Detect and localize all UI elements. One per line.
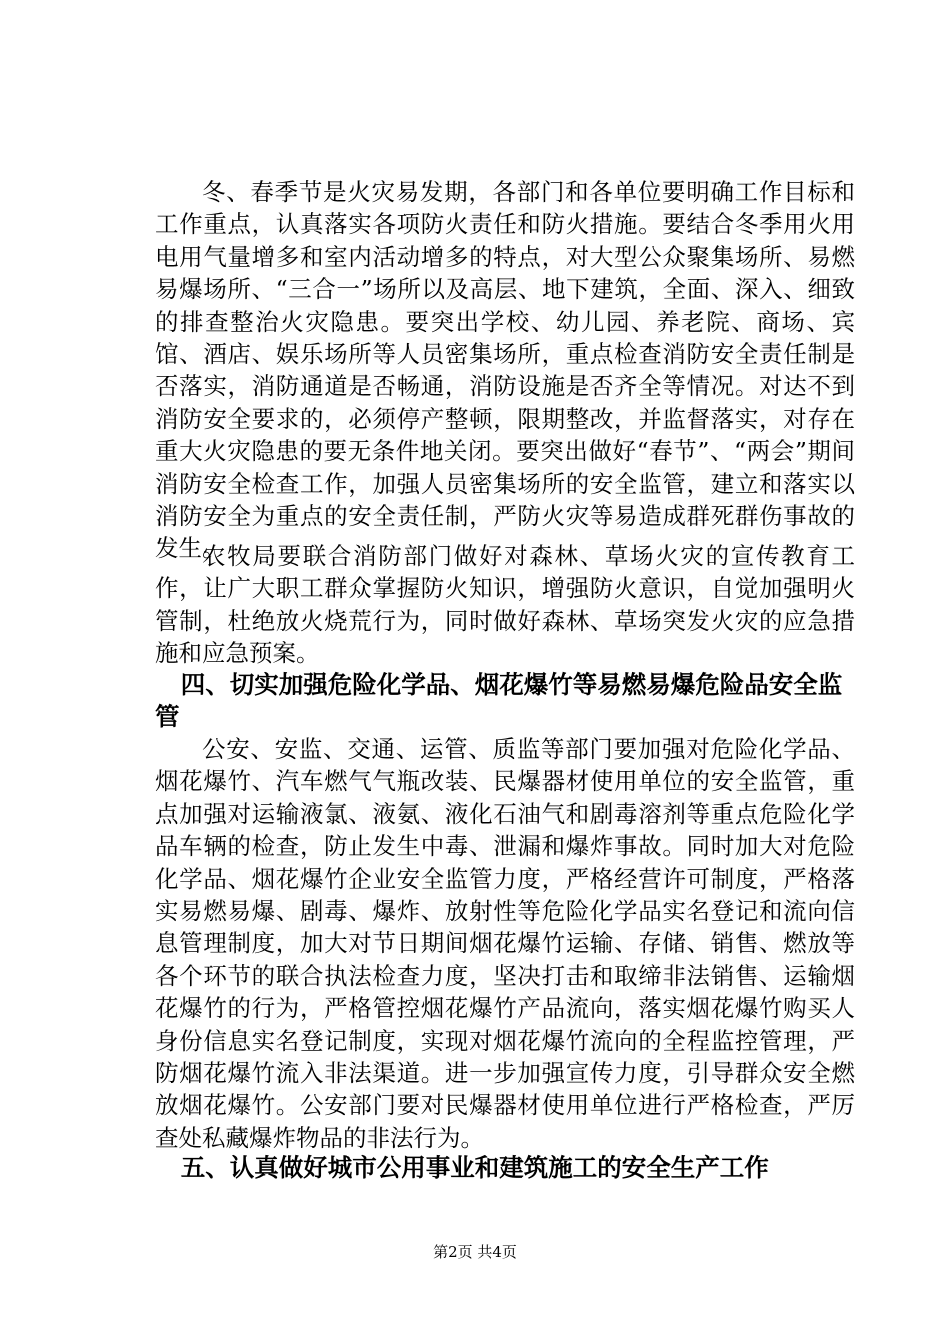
- body-paragraph-hazardous-chemicals: [155, 733, 855, 1154]
- section-heading-5: 五、认真做好城市公用事业和建筑施工的安全生产工作: [180, 1153, 769, 1182]
- paragraph-text: 农牧局要联合消防部门做好对森林、草场火灾的宣传教育工作，让广大职工群众掌握防火知识，增强防火意识，自觉加强明火管制，杜绝放火烧荒行为，同时做好森林、草场突发火灾的应急措施和应急预案。: [155, 542, 855, 668]
- section-heading-4: 四、切实加强危险化学品、烟花爆竹等易燃易爆危险品安全监管: [155, 670, 843, 731]
- body-paragraph-fire-safety: [155, 176, 855, 565]
- paragraph-text: 公安、安监、交通、运管、质监等部门要加强对危险化学品、烟花爆竹、汽车燃气气瓶改装、民爆器材使用单位的安全监管，重点加强对运输液氯、液氨、液化石油气和剧毒溶剂等重点危险化学品车辆的检查，防止发生中毒、泄漏和爆炸事故。同时加大对危险化学品、烟花爆竹企业安全监管力度，严格经营许可制度，严格落实易燃易爆、剧毒、爆炸、放射性等危险化学品实名登记和流向信息管理制度，加大对节日期间烟花爆竹运输、存储、销售、燃放等各个环节的联合执法检查力度，坚决打击和取缔非法销售、运输烟花爆竹的行为，严格管控烟花爆竹产品流向，落实烟花爆竹购买人身份信息实名登记制度，实现对烟花爆竹流向的全程监控管理，严防烟花爆竹流入非法渠道。进一步加强宣传力度，引导群众安全燃放烟花爆竹。公安部门要对民爆器材使用单位进行严格检查，严厉查处私藏爆炸物品的非法行为。: [155, 735, 855, 1152]
- body-paragraph-forest-fire: [155, 540, 855, 670]
- paragraph-text: 冬、春季节是火灾易发期，各部门和各单位要明确工作目标和工作重点，认真落实各项防火责任和防火措施。要结合冬季用火用电用气量增多和室内活动增多的特点，对大型公众聚集场所、易燃易爆场所、“三合一”场所以及高层、地下建筑，全面、深入、细致的排查整治火灾隐患。要突出学校、幼儿园、养老院、商场、宾馆、酒店、娱乐场所等人员密集场所，重点检查消防安全责任制是否落实，消防通道是否畅通，消防设施是否齐全等情况。对达不到消防安全要求的，必须停产整顿，限期整改，并监督落实，对存在重大火灾隐患的要无条件地关闭。要突出做好“春节”、“两会”期间消防安全检查工作，加强人员密集场所的安全监管，建立和落实以消防安全为重点的安全责任制，严防火灾等易造成群死群伤事故的发生。: [155, 178, 855, 563]
- page-footer: 第2页 共4页: [433, 1243, 517, 1261]
